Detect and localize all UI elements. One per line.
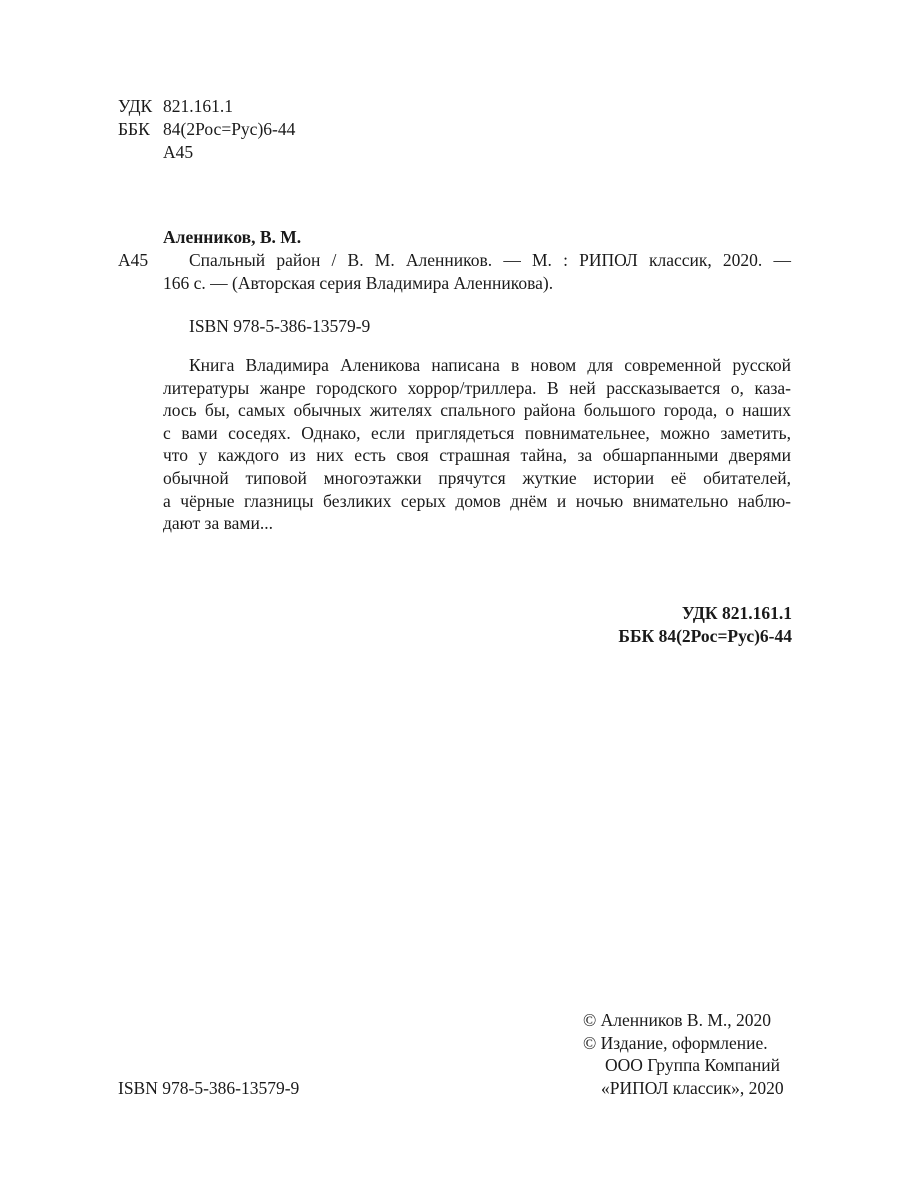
copyright-block xyxy=(583,1009,784,1099)
footer-isbn: ISBN 978-5-386-13579-9 xyxy=(118,1078,300,1098)
record-isbn: ISBN 978-5-386-13579-9 xyxy=(189,316,371,336)
record-line-1: Спальный район / В. М. Аленников. — М. : РИПОЛ классик, 2020. — xyxy=(189,250,791,270)
copyright-company: ООО Группа Компаний xyxy=(605,1055,780,1075)
record-line-2: 166 с. — (Авторская серия Владимира Аленникова). xyxy=(163,273,554,293)
footer-udk: УДК 821.161.1 xyxy=(681,603,792,623)
annotation-line: что у каждого из них есть своя страшная тайна, за обшарпанными дверями xyxy=(163,445,791,466)
annotation-line: а чёрные глазницы безликих серых домов днём и ночью внимательно наблю- xyxy=(163,490,791,511)
copyright-publisher: «РИПОЛ классик», 2020 xyxy=(601,1077,784,1098)
copyright-edition: © Издание, оформление. xyxy=(583,1032,768,1053)
annotation-line: дают за вами... xyxy=(163,513,273,534)
bbk-value: 84(2Рос=Рус)6-44 xyxy=(163,119,296,139)
author-heading: Аленников, В. М. xyxy=(163,227,302,247)
annotation-line: литературы жанре городского хоррор/триллера. В ней рассказывается о, каза- xyxy=(163,377,791,398)
annotation xyxy=(163,354,791,535)
footer-bbk: ББК 84(2Рос=Рус)6-44 xyxy=(618,626,792,646)
copyright-author: © Аленников В. М., 2020 xyxy=(583,1010,772,1030)
bbk-label: ББК xyxy=(118,119,150,139)
author-sign: А45 xyxy=(163,142,194,162)
udk-value: 821.161.1 xyxy=(163,96,233,116)
annotation-line: Книга Владимира Аленикова написана в новом для современной русской xyxy=(189,355,791,375)
annotation-line: с вами соседях. Однако, если приглядеться повнимательнее, можно заметить, xyxy=(163,422,791,443)
udk-label: УДК xyxy=(118,96,153,116)
annotation-line: лось бы, самых обычных жителях спального района большого города, о наших xyxy=(163,400,791,421)
annotation-line: обычной типовой многоэтажки прячутся жуткие истории её обитателей, xyxy=(163,467,791,488)
record-author-sign: А45 xyxy=(118,250,149,270)
